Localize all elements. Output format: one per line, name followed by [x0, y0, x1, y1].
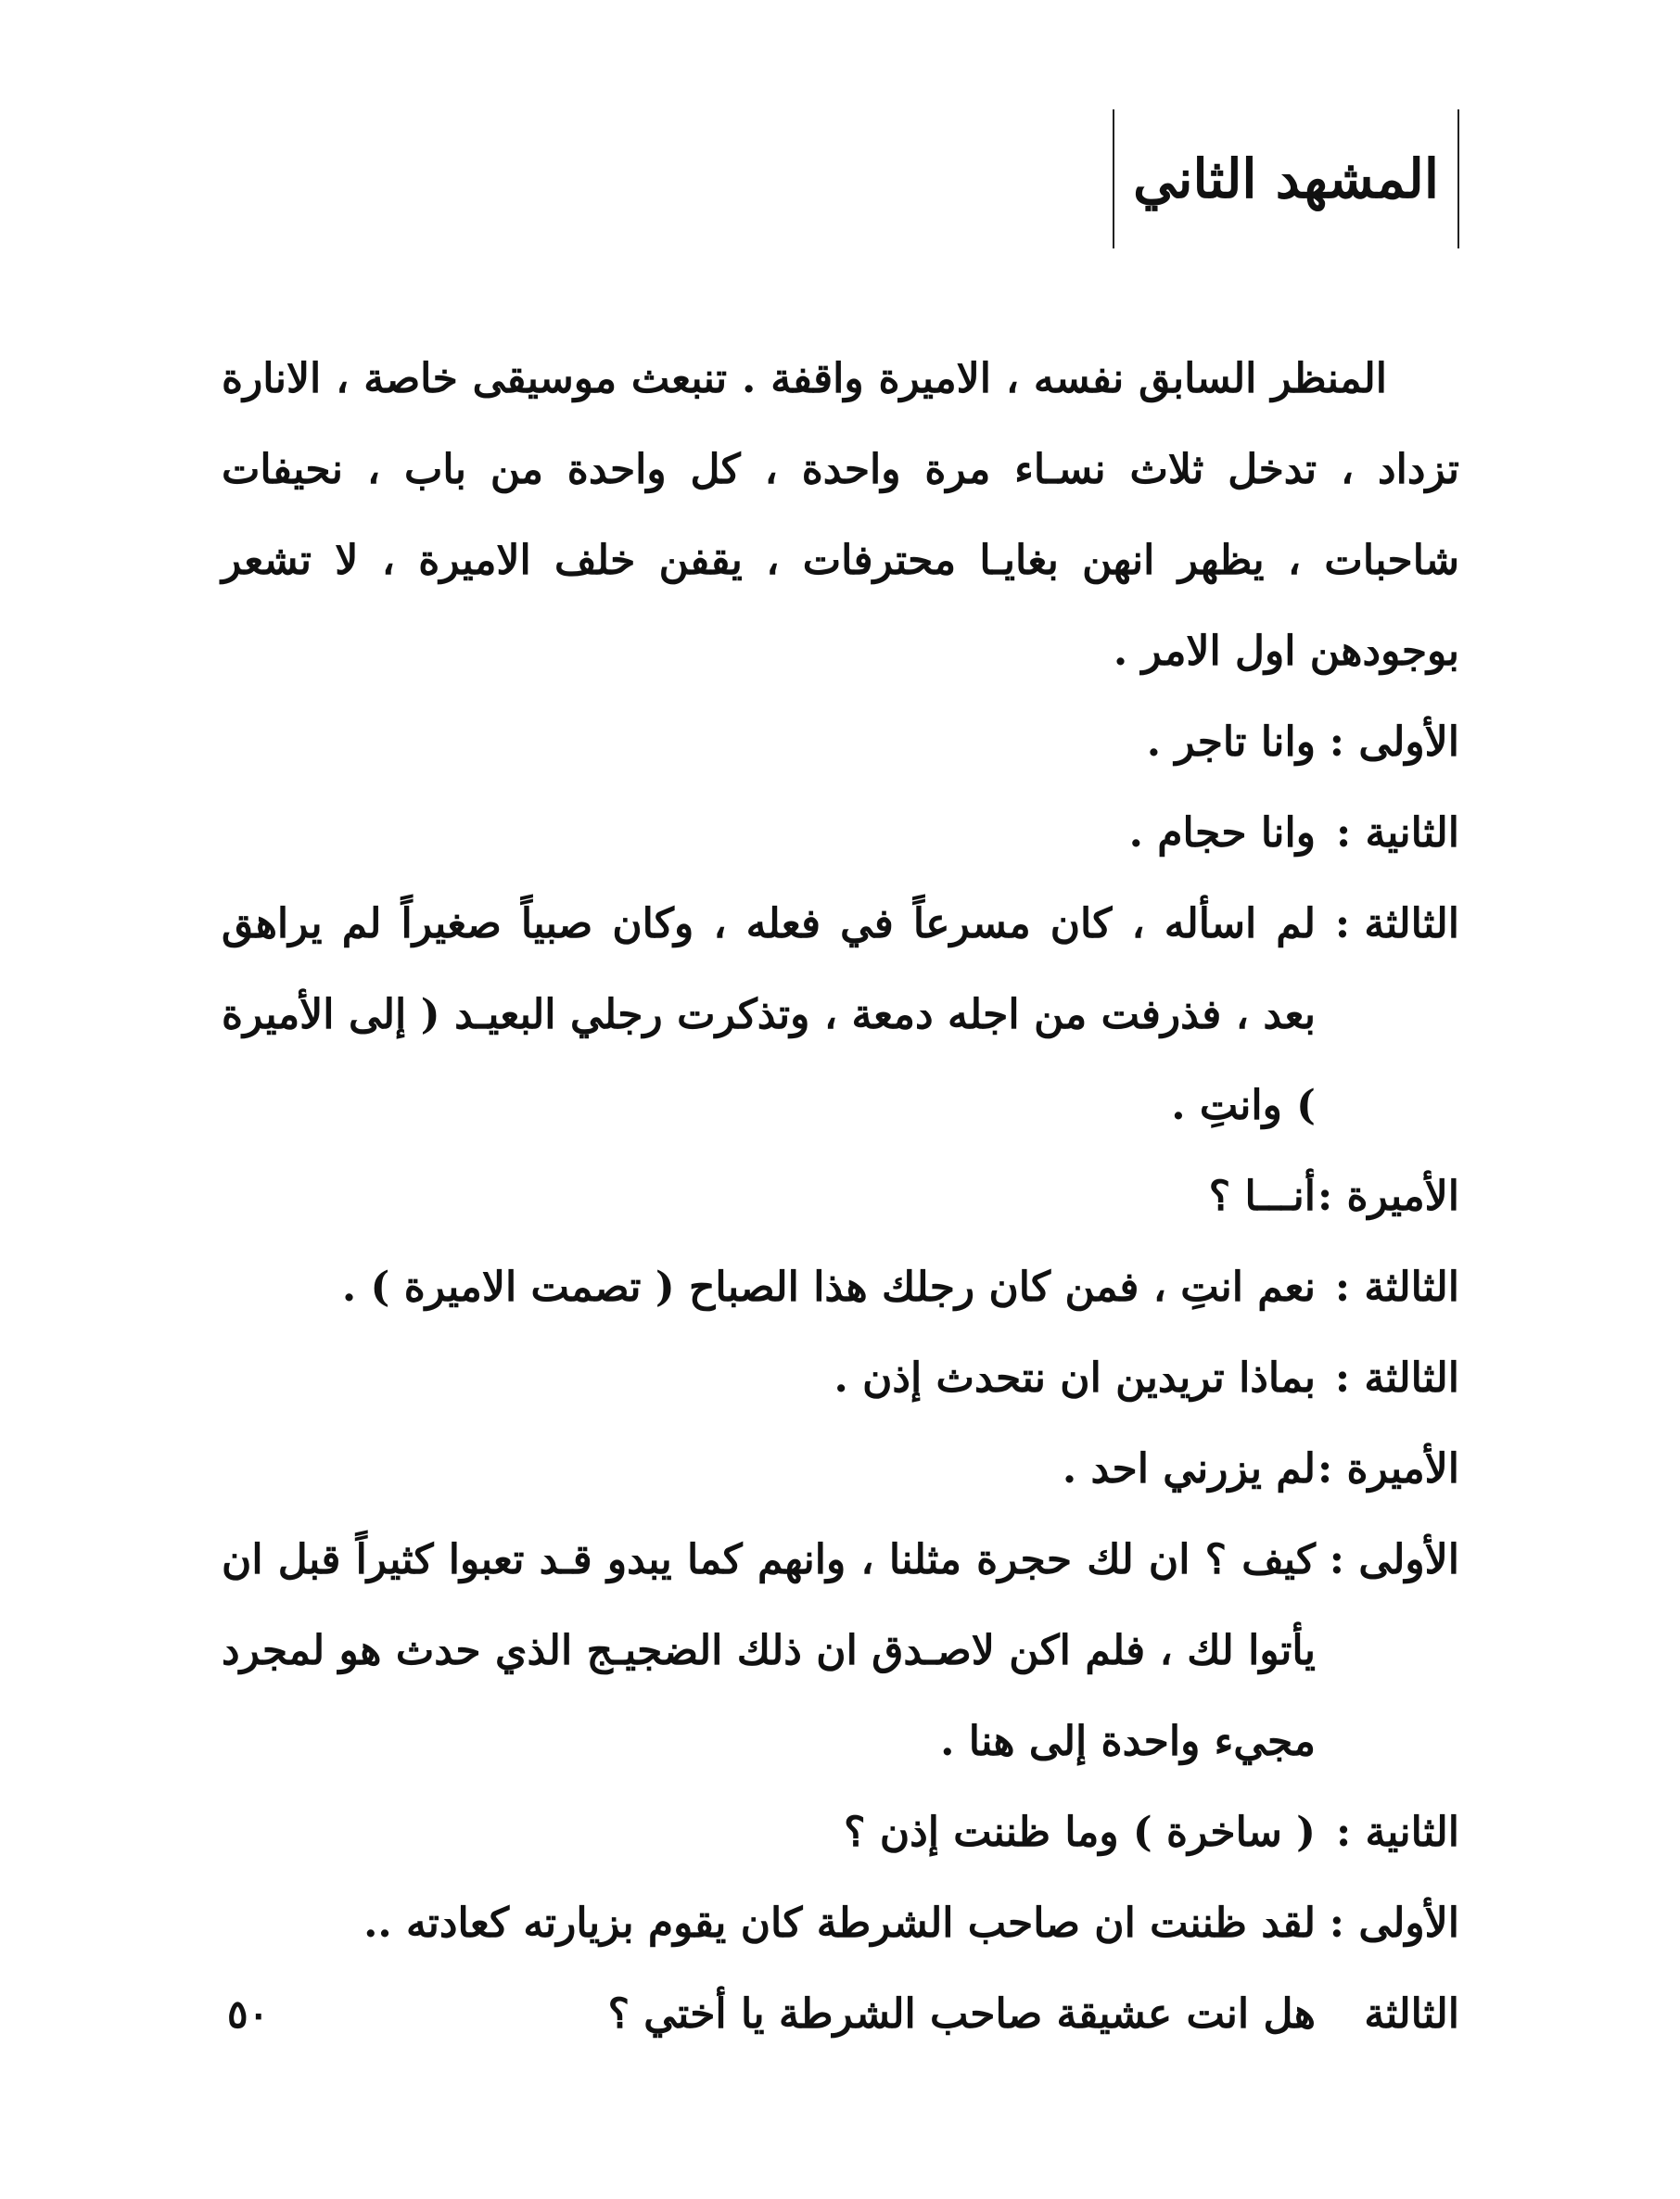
dialogue-line — [222, 1878, 1459, 1969]
speech-text: هل انت عشيقة صاحب الشرطة يا أختي ؟ — [607, 1990, 1316, 2038]
dialogue-line — [222, 1151, 1459, 1242]
stage-direction: المنظر السابق نفسه ، الاميرة واقفة . تنبعث موسيقى خاصة ، الانارة تزداد ، تدخل ثلاث نسـاء مرة واحدة ، كل واحدة من باب ، نحيفات شاحبات ، يظهر انهن بغايـا محترفات ، يقفن خلف الاميرة ، لا تشعر بوجودهن اول الامر . — [222, 355, 1459, 675]
dialogue-line — [222, 1969, 1459, 2060]
speaker-name: الأميرة : — [1317, 1445, 1459, 1493]
scene-title: المشهد الثاني — [1133, 147, 1439, 210]
dialogue-line — [222, 1424, 1459, 1515]
speech-text: نعم انتِ ، فمن كان رجلك هذا الصباح ( تصمت الاميرة ) . — [341, 1264, 1316, 1311]
speech-text: أنـــا ؟ — [1208, 1173, 1316, 1220]
dialogue-line — [222, 1787, 1459, 1878]
speech-text: لم اسأله ، كان مسرعاً في فعله ، وكان صبياً صغيراً لم يراهق بعد ، فذرفت من اجله دمعة ، وتذكرت رجلي البعيـد ( إلى الأميرة ) وانتِ . — [222, 900, 1316, 1129]
speaker-name: الأولى : — [1329, 1900, 1459, 1947]
speech-text: وانا تاجر . — [1146, 718, 1316, 766]
speaker-name: الأميرة : — [1317, 1173, 1459, 1220]
speaker-name: الثالثة : — [1334, 1264, 1459, 1311]
dialogue-line — [222, 1515, 1459, 1787]
dialogue-line — [222, 879, 1459, 1151]
speech-text: وانا حجام . — [1128, 809, 1316, 857]
scene-heading-box — [1113, 109, 1459, 248]
play-text — [222, 334, 1459, 2060]
dialogue-line — [222, 697, 1459, 788]
speaker-name: الثالثة — [1364, 1990, 1459, 2038]
speech-text: لقد ظننت ان صاحب الشرطة كان يقوم بزيارته كعادته .. — [363, 1900, 1316, 1947]
speech-text: كيف ؟ ان لك حجرة مثلنا ، وانهم كما يبدو قـد تعبوا كثيراً قبل ان يأتوا لك ، فلم اكن لاصـدق ان ذلك الضجيـج الذي حدث هو لمجرد مجيء واحدة إلى هنا . — [222, 1536, 1316, 1765]
speaker-name: الثالثة : — [1334, 900, 1459, 947]
page-number: ٥٠ — [227, 1991, 270, 2037]
dialogue-line — [222, 1242, 1459, 1333]
dialogue-line — [222, 788, 1459, 879]
speaker-name: الثانية : — [1336, 1809, 1459, 1856]
speaker-name: الثالثة : — [1334, 1354, 1459, 1402]
speaker-name: الأولى : — [1329, 1536, 1459, 1583]
speech-text: بماذا تريدين ان نتحدث إذن . — [834, 1354, 1316, 1402]
speech-text: لم يزرني احد . — [1062, 1445, 1316, 1493]
speech-text: ( ساخرة ) وما ظننت إذن ؟ — [844, 1809, 1316, 1856]
speaker-name: الأولى : — [1329, 718, 1459, 766]
dialogue-line — [222, 1333, 1459, 1424]
speaker-name: الثانية : — [1336, 809, 1459, 857]
